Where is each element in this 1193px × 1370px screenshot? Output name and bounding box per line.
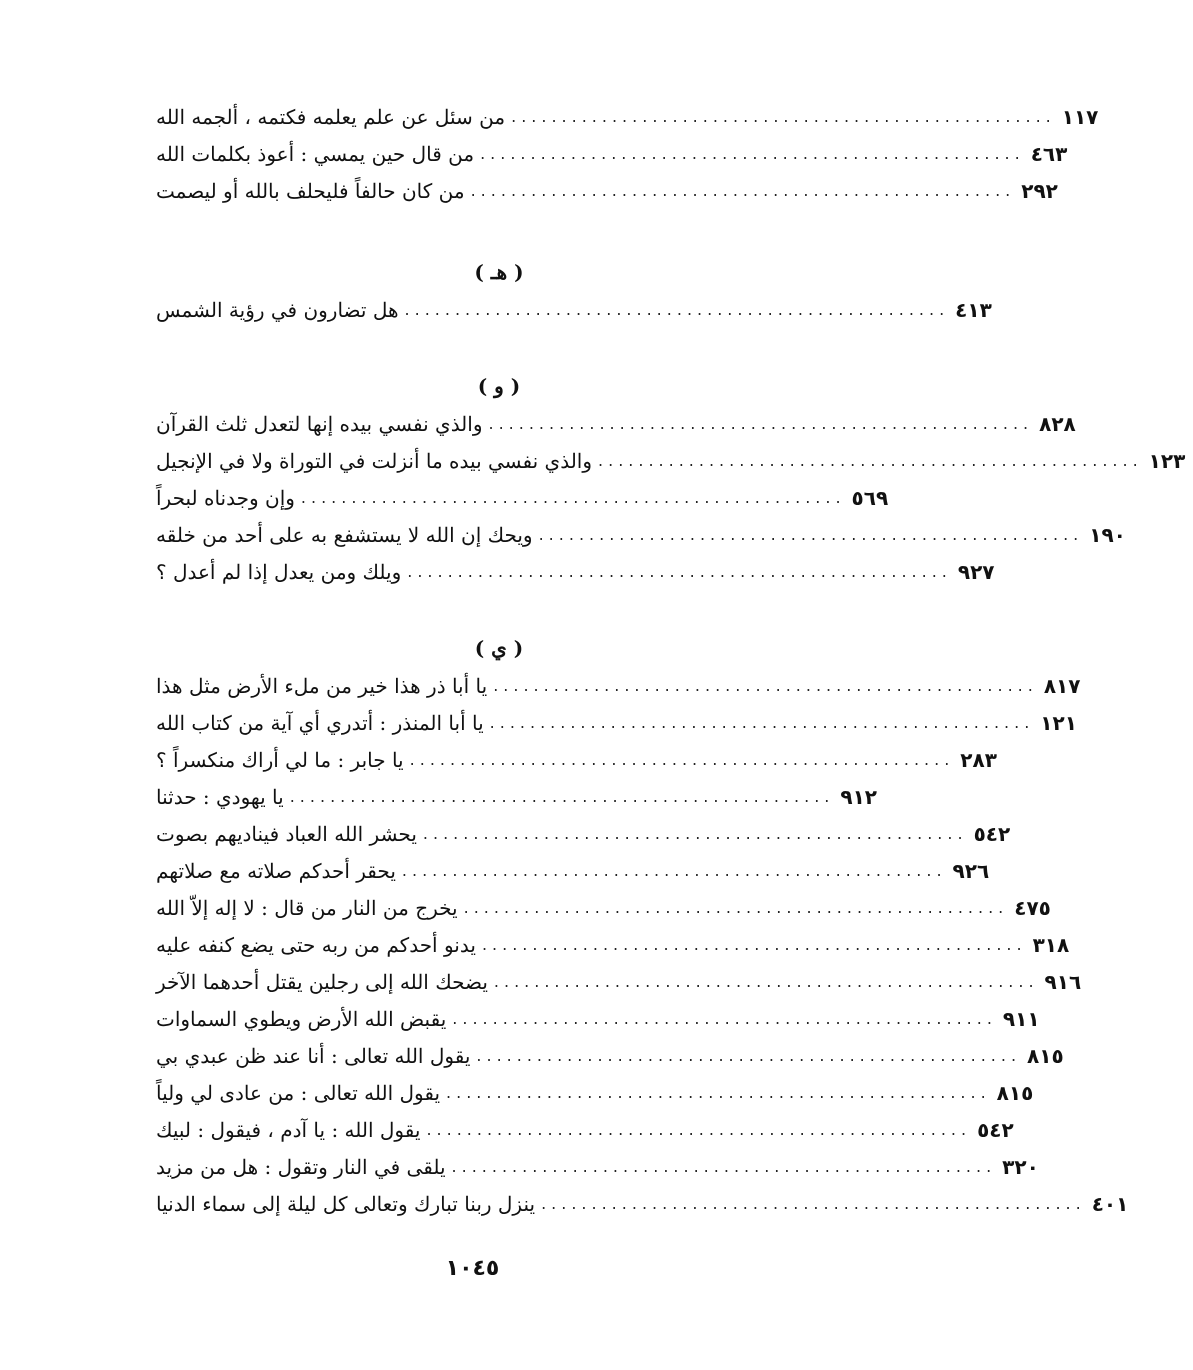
dot-leader: ...................................................... xyxy=(289,787,835,806)
dot-leader: ...................................................... xyxy=(463,898,1009,917)
dot-leader: ...................................................... xyxy=(300,488,846,507)
index-group-meem xyxy=(148,98,1099,209)
entry-text: يحشر الله العباد فيناديهم بصوت xyxy=(156,821,417,846)
entry-text: يا أبا المنذر : أتدري أي آية من كتاب الله xyxy=(156,710,484,735)
entry-text: والذي نفسي بيده ما أنزلت في التوراة ولا في الإنجيل xyxy=(156,448,593,473)
entry-page: ١٩٠ xyxy=(1089,522,1126,547)
entry-text: يقبض الله الأرض ويطوي السماوات xyxy=(156,1006,447,1031)
index-entry xyxy=(148,516,1126,553)
page-number: ١٠٤٥ xyxy=(445,1256,500,1281)
entry-page: ٩٢٦ xyxy=(952,858,990,883)
entry-page: ٤٧٥ xyxy=(1014,895,1051,920)
entry-text: يخرج من النار من قال : لا إله إلاّ الله xyxy=(156,895,458,920)
index-entry xyxy=(148,291,992,328)
dot-leader: ...................................................... xyxy=(476,1046,1022,1065)
index-entry xyxy=(148,442,1186,479)
index-entry xyxy=(148,704,1077,741)
entry-page: ٤٠١ xyxy=(1091,1191,1129,1216)
entry-page: ١٢١ xyxy=(1040,710,1077,735)
entry-text: ويلك ومن يعدل إذا لم أعدل ؟ xyxy=(156,559,402,584)
entry-page: ٤٦٣ xyxy=(1030,141,1068,166)
entry-text: يقول الله تعالى : أنا عند ظن عبدي بي xyxy=(156,1043,471,1068)
entry-text: من سئل عن علم يعلمه فكتمه ، ألجمه الله xyxy=(156,104,506,129)
index-entry xyxy=(148,135,1068,172)
entry-page: ٣١٨ xyxy=(1032,932,1070,957)
dot-leader: ...................................................... xyxy=(493,676,1038,695)
index-entry xyxy=(148,741,997,778)
entry-page: ٨١٥ xyxy=(996,1080,1034,1105)
entry-page: ٨٢٨ xyxy=(1039,411,1076,436)
index-entry xyxy=(148,1185,1129,1222)
dot-leader: ...................................................... xyxy=(451,1157,997,1176)
index-entry xyxy=(148,815,1011,852)
entry-text: والذي نفسي بيده إنها لتعدل ثلث القرآن xyxy=(156,411,483,436)
dot-leader: ...................................................... xyxy=(452,1009,997,1028)
section-heading: ( هـ ) xyxy=(474,260,524,284)
entry-text: يا جابر : ما لي أراك منكسراً ؟ xyxy=(156,747,404,772)
dot-leader: ...................................................... xyxy=(541,1194,1086,1213)
entry-text: يدنو أحدكم من ربه حتى يضع كنفه عليه xyxy=(156,932,476,957)
dot-leader: ...................................................... xyxy=(493,972,1039,991)
entry-page: ٩١٦ xyxy=(1044,969,1082,994)
dot-leader: ...................................................... xyxy=(481,935,1027,954)
entry-text: ويحك إن الله لا يستشفع به على أحد من خلقه xyxy=(156,522,533,547)
entry-page: ٢٨٣ xyxy=(960,747,997,772)
index-entry xyxy=(148,553,995,590)
index-entry xyxy=(148,889,1051,926)
dot-leader: ...................................................... xyxy=(488,414,1034,433)
dot-leader: ...................................................... xyxy=(409,750,955,769)
index-entry xyxy=(148,1037,1064,1074)
index-entry xyxy=(148,405,1076,442)
entry-page: ٩١١ xyxy=(1002,1006,1040,1031)
index-group-waw xyxy=(148,368,1186,590)
dot-leader: ...................................................... xyxy=(404,300,950,319)
entry-page: ٥٤٢ xyxy=(973,821,1011,846)
entry-page: ٥٦٩ xyxy=(851,485,889,510)
index-entry xyxy=(148,1148,1039,1185)
entry-page: ٨١٧ xyxy=(1043,673,1081,698)
entry-text: يا أبا ذر هذا خير من ملء الأرض مثل هذا xyxy=(156,673,488,698)
entry-text: يقول الله تعالى : من عادى لي ولياً xyxy=(156,1080,441,1105)
index-entry xyxy=(148,667,1081,704)
dot-leader: ...................................................... xyxy=(598,451,1143,470)
index-entry xyxy=(148,172,1058,209)
index-group-ya xyxy=(148,630,1129,1222)
entry-text: من كان حالفاً فليحلف بالله أو ليصمت xyxy=(156,178,465,203)
entry-page: ٥٤٢ xyxy=(977,1117,1014,1142)
index-entry xyxy=(148,98,1099,135)
index-entry xyxy=(148,1111,1014,1148)
entry-page: ٨١٥ xyxy=(1027,1043,1064,1068)
section-heading: ( ي ) xyxy=(474,636,524,660)
index-group-ha xyxy=(148,254,992,328)
dot-leader: ...................................................... xyxy=(407,562,952,581)
index-entry xyxy=(148,926,1070,963)
entry-text: من قال حين يمسي : أعوذ بكلمات الله xyxy=(156,141,475,166)
entry-page: ٤١٣ xyxy=(955,297,992,322)
entry-page: ٩٢٧ xyxy=(957,559,995,584)
entry-page: ١٢٣ xyxy=(1148,448,1186,473)
dot-leader: ...................................................... xyxy=(480,144,1025,163)
hadith-index xyxy=(148,98,1186,1222)
index-entry xyxy=(148,1074,1034,1111)
dot-leader: ...................................................... xyxy=(422,824,968,843)
index-entry xyxy=(148,963,1082,1000)
entry-text: ينزل ربنا تبارك وتعالى كل ليلة إلى سماء الدنيا xyxy=(156,1191,536,1216)
entry-page: ١١٧ xyxy=(1061,104,1099,129)
dot-leader: ...................................................... xyxy=(489,713,1035,732)
entry-text: يلقى في النار وتقول : هل من مزيد xyxy=(156,1154,446,1179)
section-heading: ( و ) xyxy=(477,374,521,398)
entry-text: هل تضارون في رؤية الشمس xyxy=(156,297,399,322)
entry-text: يضحك الله إلى رجلين يقتل أحدهما الآخر xyxy=(156,969,488,994)
dot-leader: ...................................................... xyxy=(446,1083,991,1102)
index-entry xyxy=(148,479,889,516)
index-entry xyxy=(148,778,877,815)
entry-text: يقول الله : يا آدم ، فيقول : لبيك xyxy=(156,1117,421,1142)
dot-leader: ...................................................... xyxy=(401,861,947,880)
entry-text: وإن وجدناه لبحراً xyxy=(156,485,295,510)
dot-leader: ...................................................... xyxy=(511,107,1056,126)
entry-page: ٢٩٢ xyxy=(1021,178,1058,203)
index-entry xyxy=(148,852,990,889)
dot-leader: ...................................................... xyxy=(426,1120,972,1139)
entry-page: ٩١٢ xyxy=(840,784,877,809)
entry-page: ٣٢٠ xyxy=(1002,1154,1039,1179)
dot-leader: ...................................................... xyxy=(470,181,1016,200)
index-entry xyxy=(148,1000,1040,1037)
entry-text: يا يهودي : حدثنا xyxy=(156,784,284,809)
entry-text: يحقر أحدكم صلاته مع صلاتهم xyxy=(156,858,396,883)
dot-leader: ...................................................... xyxy=(538,525,1084,544)
